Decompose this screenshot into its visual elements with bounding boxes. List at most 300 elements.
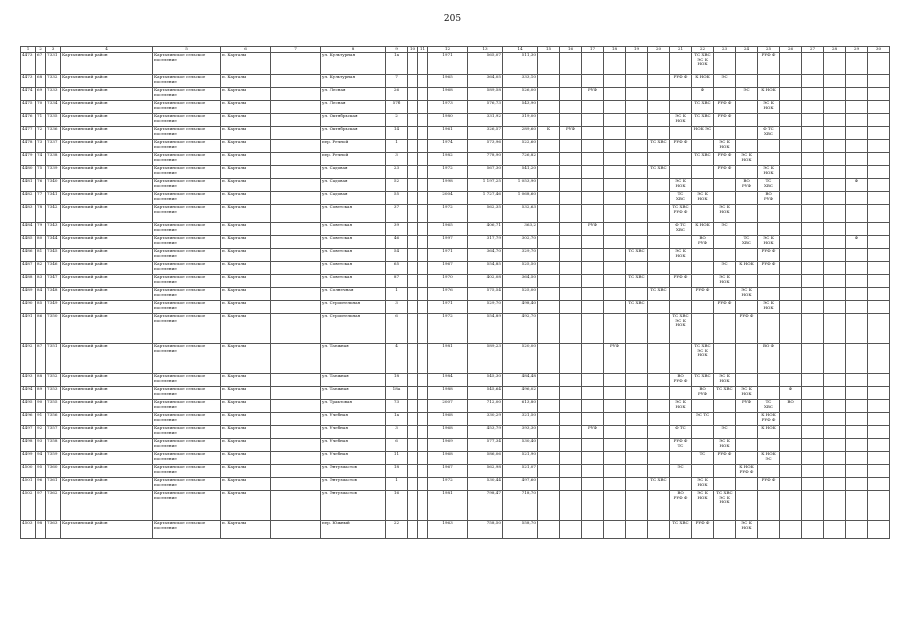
table-cell	[824, 249, 846, 262]
table-cell	[560, 413, 582, 426]
table-cell	[418, 127, 428, 140]
table-cell: 589,58	[468, 88, 503, 101]
table-cell: 576,73	[468, 101, 503, 114]
table-cell: 1 197,25	[468, 179, 503, 192]
table-cell: 4503	[21, 521, 36, 539]
table-cell: 393,30	[503, 426, 538, 439]
table-cell	[648, 439, 670, 452]
table-cell: 4484	[21, 223, 36, 236]
table-cell: ул. Таежная	[321, 374, 386, 387]
table-cell: 39	[386, 223, 408, 236]
table-cell	[846, 53, 868, 75]
table-cell	[802, 262, 824, 275]
table-cell	[271, 387, 321, 400]
table-cell: 3	[386, 426, 408, 439]
table-row	[21, 344, 890, 374]
column-header: 9	[386, 47, 408, 53]
table-cell: Карталинский район	[61, 491, 153, 521]
table-cell	[582, 249, 604, 262]
table-cell	[418, 249, 428, 262]
table-cell	[670, 413, 692, 426]
table-cell	[824, 521, 846, 539]
table-cell: ТС ХВС	[714, 387, 736, 400]
table-cell	[604, 75, 626, 88]
table-cell: 67	[36, 53, 46, 75]
column-header: 19	[626, 47, 648, 53]
table-cell: ТС ХВС	[648, 140, 670, 153]
table-cell	[418, 88, 428, 101]
table-cell: ЭС К НОК	[758, 301, 780, 314]
table-cell	[714, 314, 736, 344]
table-row	[21, 301, 890, 314]
table-cell	[780, 344, 802, 374]
table-cell	[868, 53, 890, 75]
table-cell: Ф	[692, 88, 714, 101]
table-cell	[604, 223, 626, 236]
table-cell: 7333	[46, 88, 61, 101]
table-cell	[538, 426, 560, 439]
table-cell: ул. Советская	[321, 236, 386, 249]
table-cell	[626, 192, 648, 205]
table-row	[21, 140, 890, 153]
table-cell	[418, 223, 428, 236]
table-cell: РУФ	[582, 223, 604, 236]
table-cell: 3	[386, 301, 408, 314]
table-cell: ЭС К НОК	[758, 101, 780, 114]
table-cell	[868, 127, 890, 140]
table-cell	[670, 88, 692, 101]
table-cell: п. Карталы	[221, 491, 271, 521]
table-cell: 526,00	[503, 88, 538, 101]
table-cell: ТС ХВС	[758, 179, 780, 192]
table-cell	[271, 223, 321, 236]
table-cell: ВО РУФ Ф	[670, 374, 692, 387]
table-cell: Карталинское сельское поселение	[153, 205, 221, 223]
table-cell	[846, 223, 868, 236]
table-cell: 68	[36, 75, 46, 88]
table-cell	[692, 140, 714, 153]
table-cell: п. Карталы	[221, 465, 271, 478]
table-cell	[868, 288, 890, 301]
table-cell	[824, 88, 846, 101]
table-cell: ЭС К НОК	[714, 275, 736, 288]
table-cell	[868, 491, 890, 521]
table-cell	[824, 275, 846, 288]
table-cell: 778,90	[468, 153, 503, 166]
table-cell	[868, 521, 890, 539]
table-cell: Карталинский район	[61, 400, 153, 413]
table-cell	[846, 374, 868, 387]
table-cell: Карталинский район	[61, 452, 153, 465]
table-cell	[802, 478, 824, 491]
table-cell	[846, 88, 868, 101]
table-cell	[418, 452, 428, 465]
table-cell: Карталинское сельское поселение	[153, 387, 221, 400]
table-cell: ТС ХВС	[692, 374, 714, 387]
table-cell	[408, 127, 418, 140]
table-cell	[758, 153, 780, 166]
table-cell	[736, 114, 758, 127]
table-cell: 73	[386, 400, 408, 413]
table-cell: Карталинское сельское поселение	[153, 439, 221, 452]
table-cell: 7356	[46, 413, 61, 426]
table-cell	[802, 114, 824, 127]
table-cell	[626, 400, 648, 413]
table-cell: Карталинский район	[61, 223, 153, 236]
table-cell	[582, 205, 604, 223]
table-cell	[582, 521, 604, 539]
table-cell	[626, 205, 648, 223]
table-cell: 7341	[46, 192, 61, 205]
table-cell: 1972	[428, 205, 468, 223]
table-cell: 326,57	[468, 127, 503, 140]
column-header: 11	[418, 47, 428, 53]
table-cell: 589,23	[468, 344, 503, 374]
table-cell	[648, 179, 670, 192]
table-cell	[408, 288, 418, 301]
table-cell	[780, 301, 802, 314]
table-cell	[626, 288, 648, 301]
table-cell	[418, 314, 428, 344]
table-cell	[824, 288, 846, 301]
table-cell: 55	[386, 192, 408, 205]
table-cell	[648, 205, 670, 223]
table-cell: пер. Южный	[321, 521, 386, 539]
table-cell	[626, 127, 648, 140]
table-cell: 4473	[21, 75, 36, 88]
table-cell	[780, 192, 802, 205]
table-cell: РУФ	[736, 400, 758, 413]
table-cell	[648, 114, 670, 127]
table-cell	[780, 249, 802, 262]
table-cell	[626, 452, 648, 465]
table-cell	[824, 439, 846, 452]
table-cell	[626, 223, 648, 236]
table-cell	[670, 452, 692, 465]
table-cell: 4486	[21, 249, 36, 262]
table-cell	[846, 101, 868, 114]
table-cell	[648, 88, 670, 101]
table-cell: ЭС	[714, 223, 736, 236]
table-cell	[736, 344, 758, 374]
table-cell: ЭС К НОК	[670, 114, 692, 127]
table-cell: 4495	[21, 400, 36, 413]
table-cell	[802, 344, 824, 374]
table-cell: ТС ХВС	[648, 166, 670, 179]
table-cell: Карталинское сельское поселение	[153, 344, 221, 374]
table-cell	[648, 521, 670, 539]
table-cell	[271, 205, 321, 223]
table-row	[21, 114, 890, 127]
table-cell	[560, 75, 582, 88]
table-cell: Карталинский район	[61, 192, 153, 205]
table-cell: ТС ХВС	[670, 521, 692, 539]
table-cell	[626, 153, 648, 166]
table-cell	[604, 153, 626, 166]
table-cell: ул. Советская	[321, 223, 386, 236]
table-cell: Карталинский район	[61, 413, 153, 426]
table-cell: ВО РУФ	[692, 387, 714, 400]
table-cell: РУФ Ф	[758, 249, 780, 262]
table-cell	[271, 249, 321, 262]
table-cell: ул. Октябрьская	[321, 127, 386, 140]
table-cell: 3	[386, 153, 408, 166]
table-cell: 1а	[386, 413, 408, 426]
table-cell	[736, 426, 758, 439]
table-row	[21, 153, 890, 166]
table-cell: РУФ Ф	[670, 140, 692, 153]
table-cell	[560, 491, 582, 521]
table-cell	[604, 387, 626, 400]
table-cell	[780, 288, 802, 301]
table-cell	[846, 521, 868, 539]
table-cell: 97	[36, 491, 46, 521]
table-cell	[626, 521, 648, 539]
table-cell: ТС ХВС ЭС К НОК	[714, 491, 736, 521]
table-cell	[824, 314, 846, 344]
table-cell	[846, 465, 868, 478]
table-cell: Карталинский район	[61, 465, 153, 478]
table-cell: ТС ХВС РУФ Ф	[670, 205, 692, 223]
column-header: 8	[321, 47, 386, 53]
table-cell: ул. Таежная	[321, 387, 386, 400]
table-cell	[418, 236, 428, 249]
table-cell: 94	[36, 452, 46, 465]
table-cell: 4483	[21, 205, 36, 223]
table-cell	[538, 521, 560, 539]
table-cell	[582, 400, 604, 413]
table-cell: 541,20	[503, 166, 538, 179]
table-cell: 1967	[428, 262, 468, 275]
table-cell	[758, 223, 780, 236]
table-cell: ЭС К НОК	[692, 478, 714, 491]
table-cell: 2004	[428, 192, 468, 205]
table-cell: 1968	[428, 413, 468, 426]
table-cell	[560, 387, 582, 400]
table-cell: 46	[386, 236, 408, 249]
table-cell	[408, 166, 418, 179]
table-cell	[670, 288, 692, 301]
table-cell	[604, 53, 626, 75]
table-cell	[538, 205, 560, 223]
table-cell	[802, 439, 824, 452]
table-cell: 1972	[428, 166, 468, 179]
table-cell	[824, 374, 846, 387]
table-cell	[626, 262, 648, 275]
table-cell: 406,71	[468, 223, 503, 236]
table-cell	[824, 236, 846, 249]
table-cell: п. Карталы	[221, 236, 271, 249]
table-cell	[626, 101, 648, 114]
table-cell	[868, 192, 890, 205]
table-cell	[560, 344, 582, 374]
table-cell: п. Карталы	[221, 314, 271, 344]
table-cell	[824, 101, 846, 114]
table-cell: 520,00	[503, 344, 538, 374]
table-cell: п. Карталы	[221, 75, 271, 88]
table-cell: ЭС	[714, 262, 736, 275]
table-cell	[271, 236, 321, 249]
table-cell	[846, 478, 868, 491]
table-cell: 7	[386, 75, 408, 88]
table-cell: 7331	[46, 53, 61, 75]
table-cell: п. Карталы	[221, 374, 271, 387]
table-cell: 453,79	[468, 426, 503, 439]
table-cell	[626, 374, 648, 387]
table-cell: п. Карталы	[221, 166, 271, 179]
table-cell: ТС ХВС	[626, 275, 648, 288]
table-cell	[604, 166, 626, 179]
table-cell	[758, 439, 780, 452]
table-cell	[780, 314, 802, 344]
table-row	[21, 127, 890, 140]
table-cell	[648, 249, 670, 262]
table-cell	[648, 314, 670, 344]
table-cell: ул. Садовая	[321, 166, 386, 179]
table-cell: 4480	[21, 166, 36, 179]
table-cell	[626, 314, 648, 344]
table-cell	[824, 413, 846, 426]
table-cell: РУФ Ф ТС	[670, 439, 692, 452]
table-cell	[648, 153, 670, 166]
table-cell: 1	[386, 140, 408, 153]
table-cell: 7348	[46, 288, 61, 301]
table-cell: 4	[386, 344, 408, 374]
table-cell: 498,40	[503, 301, 538, 314]
table-cell: ТС ХВС	[670, 192, 692, 205]
table-row	[21, 166, 890, 179]
table-cell: 7363	[46, 521, 61, 539]
table-cell	[538, 301, 560, 314]
table-cell: Карталинское сельское поселение	[153, 426, 221, 439]
table-cell	[626, 114, 648, 127]
table-cell: ул. Энтузиастов	[321, 465, 386, 478]
table-row	[21, 465, 890, 478]
table-cell	[626, 465, 648, 478]
table-cell: Карталинский район	[61, 166, 153, 179]
table-cell: 76	[36, 179, 46, 192]
table-cell	[714, 400, 736, 413]
table-cell: ЭС К НОК	[692, 491, 714, 521]
table-cell	[271, 521, 321, 539]
table-cell	[418, 275, 428, 288]
table-cell: Карталинское сельское поселение	[153, 88, 221, 101]
table-cell	[824, 478, 846, 491]
table-cell: 7337	[46, 140, 61, 153]
table-cell	[582, 192, 604, 205]
table-cell	[538, 491, 560, 521]
table-cell	[868, 249, 890, 262]
table-cell	[824, 53, 846, 75]
table-cell	[560, 374, 582, 387]
table-cell: ВО РУФ Ф	[670, 491, 692, 521]
table-cell	[604, 114, 626, 127]
table-cell: Ф	[846, 236, 868, 249]
table-cell	[582, 153, 604, 166]
table-cell: Карталинский район	[61, 426, 153, 439]
table-cell: 1972	[428, 478, 468, 491]
table-cell	[692, 426, 714, 439]
column-header: 12	[428, 47, 468, 53]
table-cell: Карталинский район	[61, 262, 153, 275]
table-cell	[560, 288, 582, 301]
table-cell: 18а	[386, 387, 408, 400]
table-cell: п. Карталы	[221, 127, 271, 140]
table-cell	[271, 262, 321, 275]
table-cell	[626, 88, 648, 101]
table-cell	[846, 114, 868, 127]
table-cell	[758, 275, 780, 288]
table-cell	[604, 249, 626, 262]
table-cell	[538, 75, 560, 88]
table-cell	[824, 223, 846, 236]
table-row	[21, 223, 890, 236]
table-cell: ЭС К НОК	[692, 192, 714, 205]
table-cell: 85	[36, 301, 46, 314]
table-cell	[271, 465, 321, 478]
table-cell: Карталинский район	[61, 75, 153, 88]
table-cell: ул. Строительная	[321, 314, 386, 344]
table-cell	[538, 114, 560, 127]
table-cell: Карталинский район	[61, 301, 153, 314]
table-cell	[560, 166, 582, 179]
table-cell	[846, 166, 868, 179]
table-cell: п. Карталы	[221, 179, 271, 192]
table-cell: 4487	[21, 262, 36, 275]
table-cell	[868, 344, 890, 374]
table-cell: 4477	[21, 127, 36, 140]
table-cell	[736, 413, 758, 426]
table-cell: 4492	[21, 344, 36, 374]
table-cell: 1 053,90	[503, 179, 538, 192]
table-cell	[418, 153, 428, 166]
table-cell	[408, 192, 418, 205]
table-cell	[271, 101, 321, 114]
table-cell: 543,90	[503, 101, 538, 114]
table-cell	[418, 262, 428, 275]
table-cell	[418, 491, 428, 521]
table-cell: ул. Энтузиастов	[321, 491, 386, 521]
table-cell: РУФ	[582, 426, 604, 439]
table-cell: Карталинское сельское поселение	[153, 301, 221, 314]
table-cell: РУФ Ф	[714, 452, 736, 465]
table-cell	[538, 439, 560, 452]
table-cell: 90	[36, 400, 46, 413]
table-cell: РУФ Ф	[692, 521, 714, 539]
table-cell	[846, 387, 868, 400]
table-cell	[582, 75, 604, 88]
table-cell	[692, 262, 714, 275]
table-cell	[408, 400, 418, 413]
table-cell: ВО РУФ	[758, 192, 780, 205]
table-cell: 525,50	[503, 262, 538, 275]
table-cell: Карталинский район	[61, 88, 153, 101]
table-cell	[846, 426, 868, 439]
table-cell	[604, 426, 626, 439]
table-cell	[868, 426, 890, 439]
table-cell: 4494	[21, 387, 36, 400]
column-header: 10	[408, 47, 418, 53]
table-cell: 7345	[46, 249, 61, 262]
table-cell: Карталинский район	[61, 344, 153, 374]
table-cell: 4497	[21, 426, 36, 439]
table-cell: 562,98	[468, 465, 503, 478]
table-cell	[648, 452, 670, 465]
table-cell: Карталинский район	[61, 127, 153, 140]
table-cell	[648, 192, 670, 205]
table-cell	[271, 344, 321, 374]
table-cell	[604, 179, 626, 192]
